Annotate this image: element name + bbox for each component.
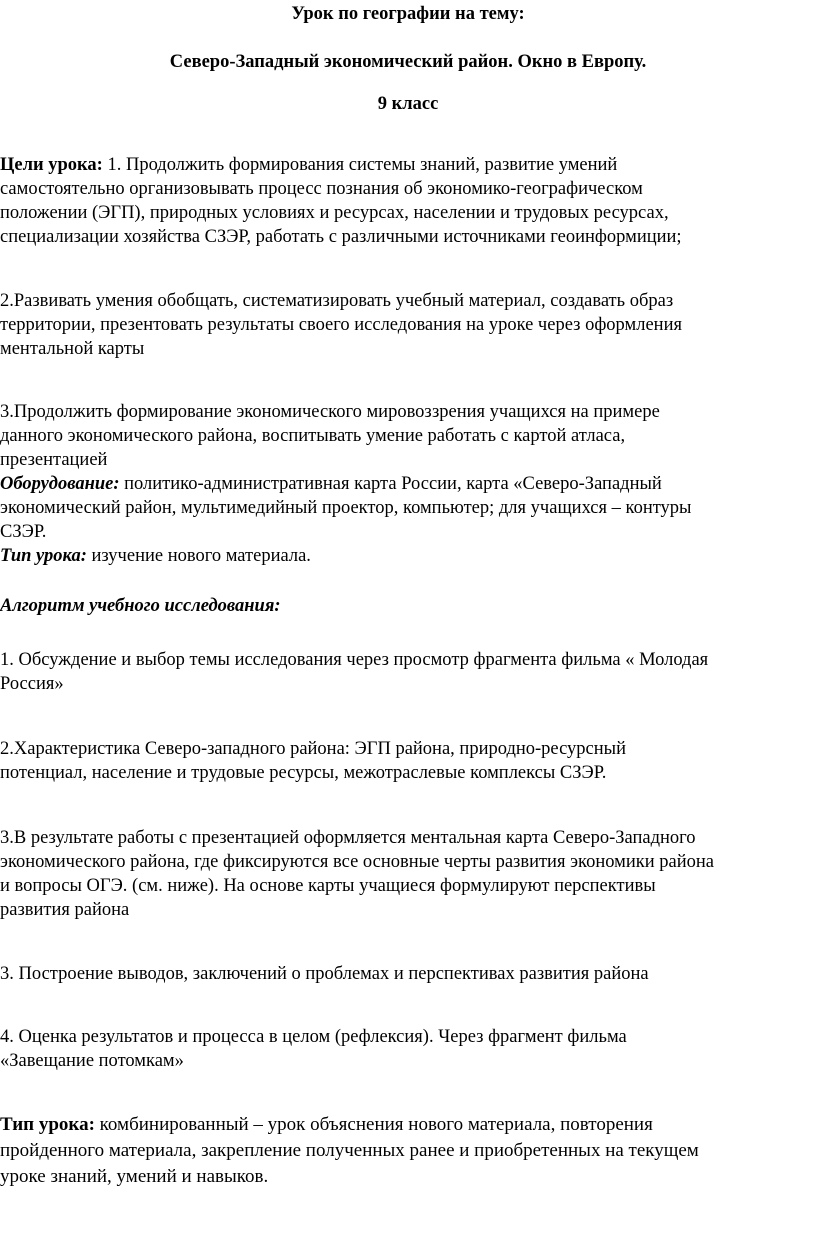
algorithm-step-5-line: «Завещание потомкам» — [0, 1051, 184, 1071]
goal-3-line: данного экономического района, воспитывать умение работать с картой атласа, — [0, 426, 626, 446]
algorithm-step-3-line: развития района — [0, 900, 130, 920]
lesson-type-2-label: Тип урока: — [0, 1114, 95, 1135]
algorithm-step-3-line: 3.В результате работы с презентацией оформляется ментальная карта Северо-Западного — [0, 828, 696, 848]
lesson-type-label: Тип урока: — [0, 546, 87, 566]
lesson-type-2-text: комбинированный – урок объяснения нового материала, повторения — [94, 1114, 653, 1135]
goal-2-line: территории, презентовать результаты своего исследования на уроке через оформления — [0, 315, 682, 335]
lesson-grade: 9 класс — [377, 94, 439, 114]
goal-3-line: презентацией — [0, 450, 108, 470]
algorithm-step-4-line: 3. Построение выводов, заключений о проблемах и перспективах развития района — [0, 964, 649, 984]
algorithm-step-3-line: и вопросы ОГЭ. (см. ниже). На основе карты учащиеся формулируют перспективы — [0, 876, 656, 896]
lesson-type-text: изучение нового материала. — [86, 546, 311, 566]
algorithm-step-3-line: экономического района, где фиксируются все основные черты развития экономики района — [0, 852, 714, 872]
goals-line-1 — [0, 153, 816, 177]
goal-1-text: 1. Продолжить формирования системы знаний, развитие умений — [102, 155, 618, 175]
goal-1-line: специализации хозяйства СЗЭР, работать с различными источниками геоинформиции; — [0, 227, 682, 247]
algorithm-step-1-line: 1. Обсуждение и выбор темы исследования через просмотр фрагмента фильма « Молодая — [0, 650, 709, 670]
algorithm-title: Алгоритм учебного исследования: — [0, 596, 281, 616]
lesson-title: Урок по географии на тему: — [291, 4, 525, 24]
lesson-type-2-line: пройденного материала, закрепление полученных ранее и приобретенных на текущем — [0, 1140, 699, 1161]
equipment-line: СЗЭР. — [0, 522, 47, 542]
goal-2-line: ментальной карты — [0, 339, 145, 359]
algorithm-step-2-line: 2.Характеристика Северо-западного района: ЭГП района, природно-ресурсный — [0, 739, 626, 759]
equipment-label: Оборудование: — [0, 474, 120, 494]
equipment-line-1 — [0, 472, 816, 496]
equipment-text: политико-административная карта России, карта «Северо-Западный — [119, 474, 662, 494]
lesson-topic: Северо-Западный экономический район. Окно в Европу. — [169, 52, 647, 72]
algorithm-step-1-line: Россия» — [0, 674, 64, 694]
lesson-type-2-line: уроке знаний, умений и навыков. — [0, 1166, 269, 1187]
goal-2-line: 2.Развивать умения обобщать, систематизировать учебный материал, создавать образ — [0, 291, 674, 311]
equipment-line: экономический район, мультимедийный проектор, компьютер; для учащихся – контуры — [0, 498, 692, 518]
lesson-type-2-line-1 — [0, 1113, 816, 1137]
goals-label: Цели урока: — [0, 155, 103, 175]
algorithm-step-5-line: 4. Оценка результатов и процесса в целом (рефлексия). Через фрагмент фильма — [0, 1027, 627, 1047]
goal-1-line: самостоятельно организовывать процесс познания об экономико-географическом — [0, 179, 643, 199]
goal-1-line: положении (ЭГП), природных условиях и ресурсах, населении и трудовых ресурсах, — [0, 203, 669, 223]
lesson-type-line — [0, 544, 816, 568]
goal-3-line: 3.Продолжить формирование экономического мировоззрения учащихся на примере — [0, 402, 660, 422]
algorithm-step-2-line: потенциал, население и трудовые ресурсы, межотраслевые комплексы СЗЭР. — [0, 763, 607, 783]
